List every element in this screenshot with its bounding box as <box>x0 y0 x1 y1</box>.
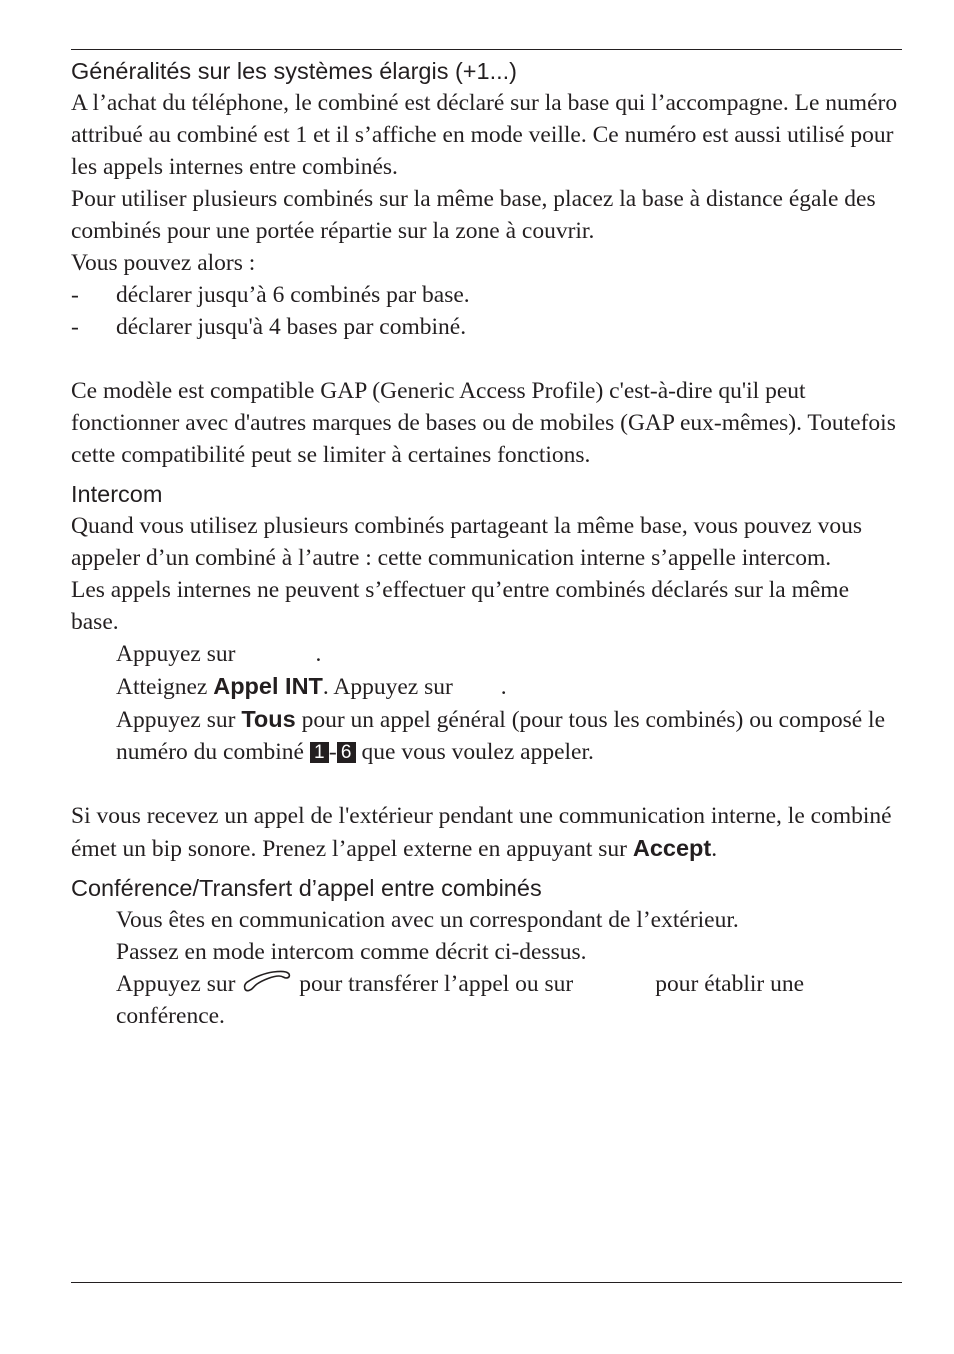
list-item-text: déclarer jusqu’à 6 combinés par base. <box>116 282 470 308</box>
list-item <box>71 279 902 311</box>
menu-keyword: Tous <box>241 706 296 732</box>
phone-handset-icon <box>241 969 293 993</box>
paragraph: Les appels internes ne peuvent s’effectuer qu’entre combinés déclarés sur la même base. <box>71 577 850 635</box>
paragraph: Quand vous utilisez plusieurs combinés partageant la même base, vous pouvez vous appeler d’un combiné à l’autre : cette communication interne s’appelle intercom. <box>71 513 862 571</box>
list-dash: - <box>71 314 79 340</box>
section-title-intercom: Intercom <box>71 481 163 507</box>
section-title-extended-systems: Généralités sur les systèmes élargis (+1...) <box>71 58 518 84</box>
list-dash: - <box>71 282 79 308</box>
step: Appuyez sur Tous pour un appel général (pour tous les combinés) ou composé le numéro du combiné 1 - 6 que vous voulez appeler. <box>116 706 886 765</box>
key-1-icon: 1 <box>310 742 329 763</box>
step: Appuyez sur pour transférer l’appel ou sur pour établir une conférence. <box>116 971 805 1029</box>
step: Passez en mode intercom comme décrit ci-dessus. <box>116 939 587 965</box>
list-item <box>71 311 902 343</box>
step: Appuyez sur . <box>116 641 322 667</box>
bottom-rule <box>71 1282 902 1283</box>
menu-keyword: Appel INT <box>213 673 323 699</box>
paragraph: Si vous recevez un appel de l'extérieur pendant une communication interne, le combiné émet un bip sonore. Prenez l’appel externe en appuyant sur Accept. <box>71 803 892 862</box>
paragraph: Vous pouvez alors : <box>71 250 256 276</box>
section-title-conference: Conférence/Transfert d’appel entre combinés <box>71 875 542 901</box>
paragraph: Ce modèle est compatible GAP (Generic Access Profile) c'est-à-dire qu'il peut fonctionner avec d'autres marques de bases ou de mobiles (GAP eux-mêmes). Toutefois cette compatibilité peut se limiter à certaines fonctions. <box>71 378 896 468</box>
top-rule <box>71 49 902 50</box>
menu-keyword: Accept <box>632 835 712 861</box>
paragraph: Pour utiliser plusieurs combinés sur la même base, placez la base à distance égale des combinés pour une portée répartie sur la zone à couvrir. <box>71 186 876 244</box>
step: Atteignez Appel INT. Appuyez sur . <box>116 673 507 700</box>
step: Vous êtes en communication avec un correspondant de l’extérieur. <box>116 907 739 933</box>
list-item-text: déclarer jusqu'à 4 bases par combiné. <box>116 314 467 340</box>
page-content <box>71 55 902 1032</box>
paragraph: A l’achat du téléphone, le combiné est déclaré sur la base qui l’accompagne. Le numéro attribué au combiné est 1 et il s’affiche en mode veille. Ce numéro est aussi utilisé pour les appels internes entre combinés. <box>71 90 898 180</box>
key-6-icon: 6 <box>337 742 356 763</box>
